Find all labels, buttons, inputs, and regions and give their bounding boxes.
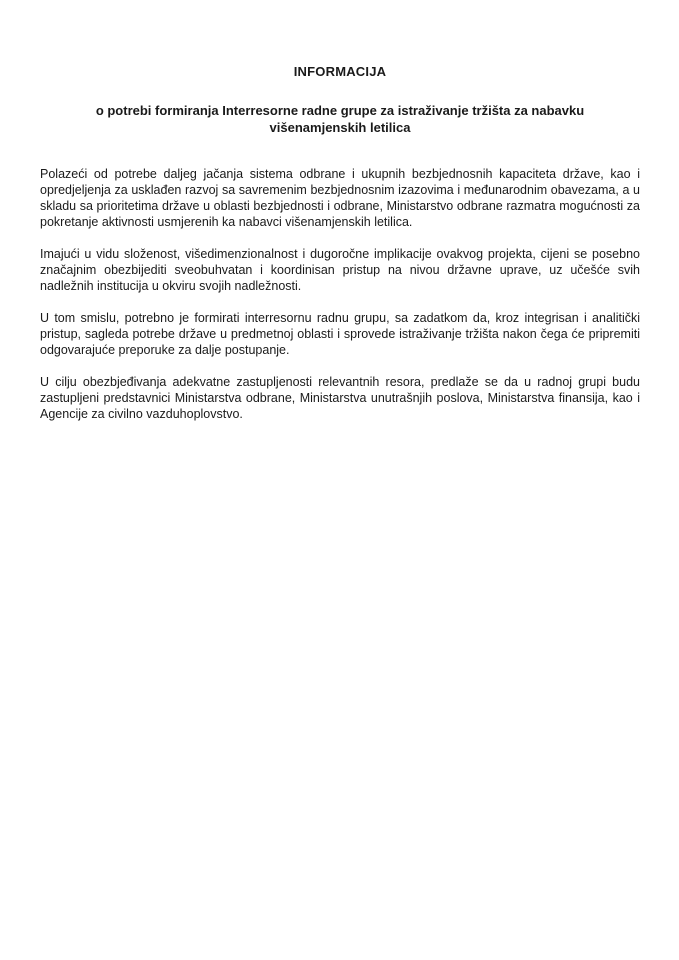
paragraph-2: Imajući u vidu složenost, višedimenzionalnost i dugoročne implikacije ovakvog projekta, cijeni se posebno značajnim obezbijediti sveobuhvatan i koordinisan pristup na nivou državne uprave, uz učešće svih nadležnih institucija u okviru svojih nadležnosti. [40, 247, 640, 293]
document-content [0, 0, 679, 422]
paragraph-3: U tom smislu, potrebno je formirati interresornu radnu grupu, sa zadatkom da, kroz integrisan i analitički pristup, sagleda potrebe države u predmetnoj oblasti i sprovede istraživanje tržišta nakon čega će pripremiti odgovarajuće preporuke za dalje postupanje. [40, 311, 640, 357]
paragraph-4: U cilju obezbjeđivanja adekvatne zastupljenosti relevantnih resora, predlaže se da u radnoj grupi budu zastupljeni predstavnici Ministarstva odbrane, Ministarstva unutrašnjih poslova, Ministarstva finansija, kao i Agencije za civilno vazduhoplovstvo. [40, 375, 640, 421]
paragraph-1: Polazeći od potrebe daljeg jačanja sistema odbrane i ukupnih bezbjednosnih kapaciteta države, kao i opredjeljenja za usklađen razvoj sa savremenim bezbjednosnim izazovima i međunarodnim obavezama, a u skladu sa prioritetima države u oblasti bezbjednosti i odbrane, Ministarstvo odbrane razmatra mogućnosti za pokretanje aktivnosti usmjerenih ka nabavci višenamjenskih letilica. [40, 167, 640, 229]
document-subtitle: o potrebi formiranja Interresorne radne grupe za istraživanje tržišta za nabavku višenamjenskih letilica [95, 103, 585, 135]
document-title: INFORMACIJA [293, 64, 387, 79]
